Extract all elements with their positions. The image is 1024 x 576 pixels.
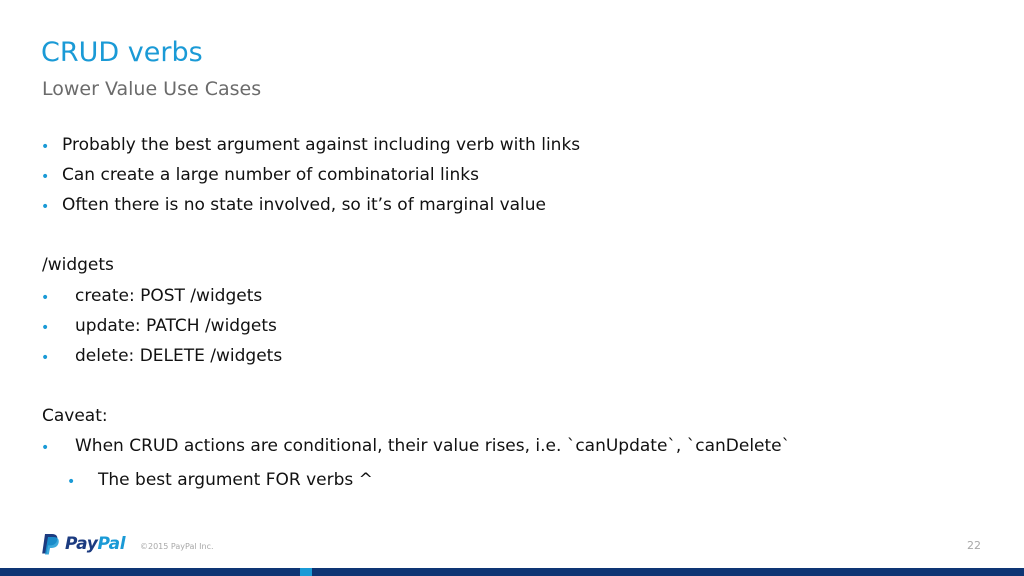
paypal-logo — [41, 532, 125, 556]
paypal-wordmark: PayPal — [65, 534, 126, 554]
footer-bar-accent — [300, 568, 312, 576]
bullet-icon: • — [41, 290, 50, 306]
widgets-heading: /widgets — [42, 255, 114, 275]
bullet-icon: • — [41, 320, 50, 336]
caveat-subitem: The best argument FOR verbs ^ — [98, 470, 373, 490]
bullet-icon: • — [41, 169, 50, 185]
slide-subtitle: Lower Value Use Cases — [42, 78, 262, 100]
bullet-point: Probably the best argument against including verb with links — [62, 135, 581, 155]
widget-item-delete: delete: DELETE /widgets — [75, 346, 283, 366]
copyright-notice: ©2015 PayPal Inc. — [140, 542, 214, 551]
page-number: 22 — [967, 539, 981, 552]
bullet-point: Can create a large number of combinatorial links — [62, 165, 479, 185]
widget-item-create: create: POST /widgets — [75, 286, 263, 306]
bullet-icon: • — [67, 474, 76, 490]
caveat-heading: Caveat: — [42, 406, 108, 426]
bullet-icon: • — [41, 139, 50, 155]
footer-bar — [0, 568, 1024, 576]
bullet-point: Often there is no state involved, so it’s of marginal value — [62, 195, 547, 215]
bullet-icon: • — [41, 350, 50, 366]
bullet-icon: • — [41, 199, 50, 215]
paypal-p-icon — [41, 533, 60, 555]
widget-item-update: update: PATCH /widgets — [75, 316, 277, 336]
slide-title: CRUD verbs — [41, 37, 203, 68]
bullet-icon: • — [41, 440, 50, 456]
caveat-item: When CRUD actions are conditional, their value rises, i.e. `canUpdate`, `canDelete` — [75, 436, 791, 456]
